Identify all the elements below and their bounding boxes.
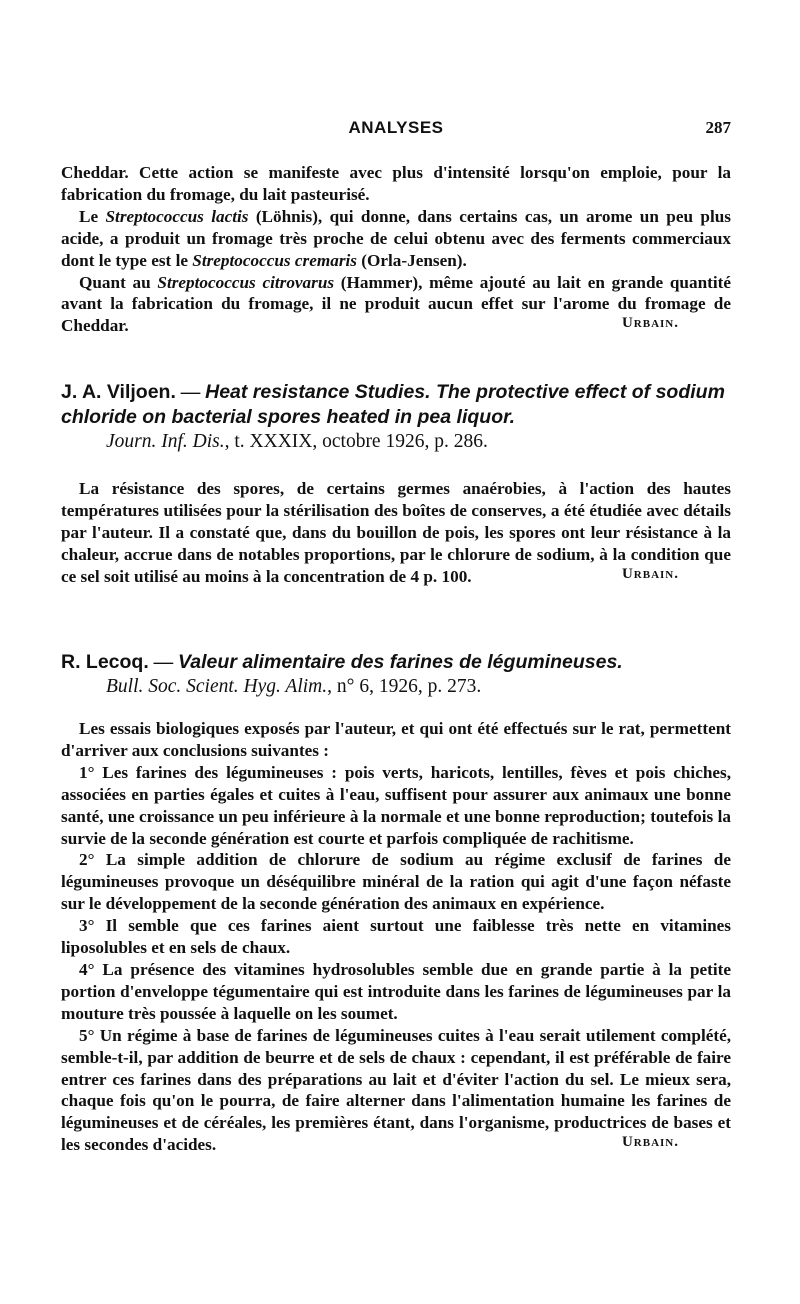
author: J. A. Viljoen. [61,381,176,403]
running-header [61,118,731,140]
signature: Urbain. [621,565,679,582]
list-item: 1° Les farines des légumineuses : pois verts, haricots, lentilles, fèves et pois chiches, associées en parties égales et cuites à l'eau, suffisent pour assurer aux animaux une bonne santé, une croissance un peu inférieure à la normale et une bonne reproduction; toutefois la survie de la seconde génération est courte et parfois compliquée de rachitisme. [61,762,731,848]
paragraph: Cheddar. Cette action se manifeste avec plus d'intensité lorsqu'on emploie, pour la fabrication du fromage, du lait pasteurisé. [61,163,731,204]
article-title: Valeur alimentaire des farines de légumineuses. [178,651,623,673]
list-item: 4° La présence des vitamines hydrosolubles semble due en grande partie à la petite portion d'enveloppe tégumentaire qui est introduite dans les farines de légumineuses par la mouture très poussée à laquelle on les soumet. [61,959,731,1023]
paragraph: Les essais biologiques exposés par l'auteur, et qui ont été effectués sur le rat, permettent d'arriver aux conclusions suivantes : [61,719,731,760]
list-item: 2° La simple addition de chlorure de sodium au régime exclusif de farines de légumineuses provoque un déséquilibre minéral de la ration qui agit d'une façon néfaste sur le développement de la seconde génération des animaux en expérience. [61,850,731,914]
citation: Bull. Soc. Scient. Hyg. Alim., n° 6, 1926, p. 273. [106,676,482,697]
journal-name: Bull. Soc. Scient. Hyg. Alim. [106,676,328,697]
species-name: Streptococcus citrovarus [157,272,335,292]
list-item: 5° Un régime à base de farines de légumineuses cuites à l'eau serait utilement complété, semble-t-il, par addition de beurre et de sels de chaux : cependant, il est préférable de faire entrer ces farines dans des préparations au lait et d'éviter l'action du sel. Le mieux sera, chaque fois qu'on le pourra, de faire alterner dans l'alimentation humaine les farines de légumineuses et de céréales, les premières étant, dans l'organisme, productrices de bases et les secondes d'acides. [61,1025,731,1155]
paragraph: La résistance des spores, de certains germes anaérobies, à l'action des hautes températures utilisées pour la stérilisation des boîtes de conserves, a été étudiée avec détails par l'auteur. Il a constaté que, dans du bouillon de pois, les spores ont leur résistance à la chaleur, accrue dans de notables proportions, par le chlorure de sodium, à la condition que ce sel soit utilisé au moins à la concentration de 4 p. 100. [61,479,731,586]
abstract-heading: J. A. Viljoen. — Heat resistance Studies. The protective effect of sodium chloride on bacterial spores heated in pea liquor. Journ. Inf. Dis., t. XXXIX, octobre 1926, p. 286. [61,380,731,454]
list-item: 3° Il semble que ces farines aient surtout une faiblesse très nette en vitamines liposolubles et en sels de chaux. [61,916,731,958]
continued-abstract [61,162,731,336]
paragraph: Quant au Streptococcus citrovarus (Hammer), même ajouté au lait en grande quantité avant la fabrication du fromage, il ne produit aucun effet sur l'arome du fromage de Cheddar. [61,272,731,336]
abstract-body [61,718,731,1155]
abstract-heading: R. Lecoq. — Valeur alimentaire des farines de légumineuses. Bull. Soc. Scient. Hyg. Alim., n° 6, 1926, p. 273. [61,650,731,699]
journal-name: Journ. Inf. Dis. [106,431,225,452]
abstract-body [61,478,731,586]
article-title: Heat resistance Studies. The protective effect of sodium chloride on bacterial spores heated in pea liquor. [61,381,725,428]
running-title: ANALYSES [348,118,444,137]
citation: Journ. Inf. Dis., t. XXXIX, octobre 1926, p. 286. [106,431,488,452]
page-number: 287 [705,118,731,137]
signature: Urbain. [621,1134,679,1151]
paragraph: Le Streptococcus lactis (Löhnis), qui donne, dans certains cas, un arome un peu plus acide, a produit un fromage très proche de celui obtenu avec des ferments commerciaux dont le type est le Streptococcus cremaris (Orla-Jensen). [61,206,731,270]
signature: Urbain. [621,315,679,332]
species-name: Streptococcus cremaris [192,250,357,270]
author: R. Lecoq. [61,651,149,673]
species-name: Streptococcus lactis [105,206,249,226]
